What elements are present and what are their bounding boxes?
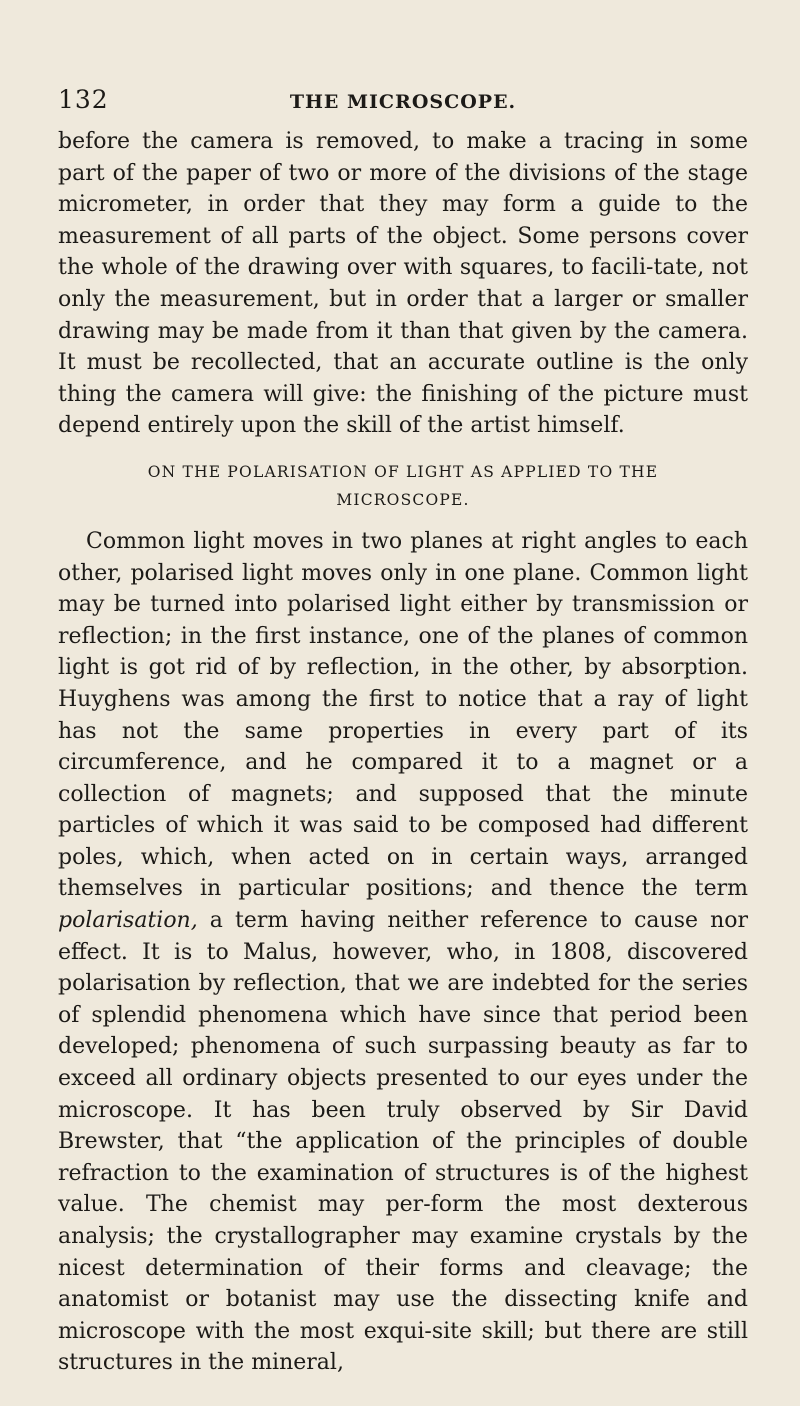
- running-head: [58, 84, 748, 116]
- paragraph-camera-tracing: before the camera is removed, to make a tracing in some part of the paper of two or more of the divisions of the stage micrometer, in order that they may form a guide to the measurement of all parts of the object. Some persons cover the whole of the drawing over with squares, to facili-tate, not only the measurement, but in order that a larger or smaller drawing may be made from it than that given by the camera. It must be recollected, that an accurate outline is the only thing the camera will give: the finishing of the picture must depend entirely upon the skill of the artist himself.: [58, 129, 748, 439]
- page-number: 132: [58, 85, 109, 114]
- section-heading: [58, 458, 748, 514]
- paragraph-polarisation-part-2: a term having neither reference to cause nor effect. It is to Malus, however, who, in 1808, discovered polarisation by reflection, that we are indebted for the series of splendid phenomena which have since that period been developed; phenomena of such surpassing beauty as far to exceed all ordinary objects presented to our eyes under the microscope. It has been truly observed by Sir David Brewster, that “the application of the principles of double refraction to the examination of structures is of the highest value. The chemist may per-form the most dexterous analysis; the crystallographer may examine crystals by the nicest determination of their forms and cleavage; the anatomist or botanist may use the dissecting knife and microscope with the most exqui-site skill; but there are still structures in the mineral,: [58, 908, 748, 1376]
- section-heading-line-2: MICROSCOPE.: [336, 490, 470, 509]
- paragraph-polarisation: [58, 526, 748, 1379]
- italic-term-polarisation: polarisation,: [58, 908, 198, 934]
- running-title: THE MICROSCOPE.: [289, 91, 517, 113]
- paragraph-polarisation-part-1: Common light moves in two planes at right angles to each other, polarised light moves only in one plane. Common light may be turned into polarised light either by transmission or reflection; in the first instance, one of the planes of common light is got rid of by reflection, in the other, by absorption. Huyghens was among the first to notice that a ray of light has not the same properties in every part of its circumference, and he compared it to a magnet or a collection of magnets; and supposed that the minute particles of which it was said to be composed had different poles, which, when acted on in certain ways, arranged themselves in particular positions; and thence the term: [58, 528, 748, 902]
- section-heading-line-1: ON THE POLARISATION OF LIGHT AS APPLIED TO THE: [147, 462, 659, 481]
